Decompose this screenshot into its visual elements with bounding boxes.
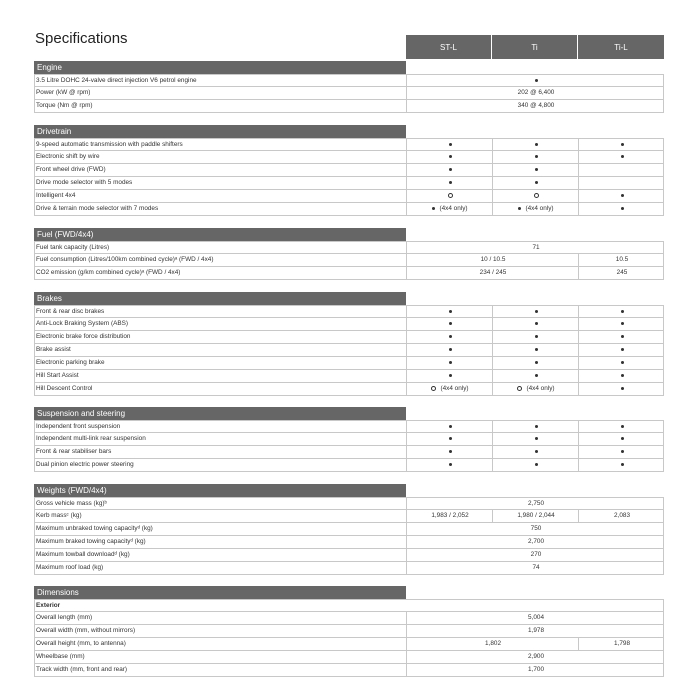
value-cell: [578, 433, 665, 445]
table-row: [34, 664, 664, 677]
optional-circle-icon: [517, 386, 522, 391]
standard-dot-icon: [449, 310, 452, 313]
value-cell: [492, 344, 579, 356]
note-4x4-only: (4x4 only): [526, 385, 555, 392]
section-header-dimensions: Dimensions: [34, 586, 406, 599]
value-cell: 74: [406, 562, 665, 574]
table-row: [34, 638, 664, 651]
row-label: Maximum unbraked towing capacityᵈ (kg): [36, 525, 153, 532]
note-4x4-only: (4x4 only): [525, 205, 554, 212]
table-row: [34, 370, 664, 383]
row-label: Overall height (mm, to antenna): [36, 640, 126, 647]
table-row: [34, 383, 664, 396]
table-row: [34, 562, 664, 575]
value-cell: [406, 370, 493, 382]
standard-dot-icon: [621, 425, 624, 428]
value-cell: 1,980 / 2,044: [492, 510, 579, 522]
table-row: [34, 190, 664, 203]
table-row: [34, 599, 664, 612]
row-label: Torque (Nm @ rpm): [36, 102, 93, 109]
standard-dot-icon: [449, 361, 452, 364]
value-cell: [578, 446, 665, 458]
table-row: [34, 497, 664, 510]
value-cell: [578, 306, 665, 318]
value-cell: [406, 421, 493, 433]
row-label: Front wheel drive (FWD): [36, 166, 106, 173]
value-cell: [492, 331, 579, 343]
value-cell: [406, 446, 493, 458]
row-label: Front & rear stabiliser bars: [36, 448, 112, 455]
value-cell: [578, 421, 665, 433]
standard-dot-icon: [535, 450, 538, 453]
standard-dot-icon: [449, 322, 452, 325]
table-row: [34, 318, 664, 331]
table-row: [34, 510, 664, 523]
row-label: Drive mode selector with 5 modes: [36, 179, 133, 186]
standard-dot-icon: [535, 437, 538, 440]
standard-dot-icon: [621, 361, 624, 364]
column-header-ti-l: Ti-L: [578, 35, 664, 59]
standard-dot-icon: [449, 425, 452, 428]
value-cell: 1,798: [578, 638, 665, 650]
value-cell: 1,983 / 2,052: [406, 510, 493, 522]
value-cell: [406, 151, 493, 163]
standard-dot-icon: [535, 463, 538, 466]
value-cell: 1,802: [406, 638, 579, 650]
table-row: [34, 151, 664, 164]
value-cell: [406, 318, 493, 330]
section-header-drivetrain: Drivetrain: [34, 125, 406, 138]
value-cell: [406, 203, 493, 215]
standard-dot-icon: [621, 310, 624, 313]
row-label: Power (kW @ rpm): [36, 89, 91, 96]
value-cell: 340 @ 4,800: [406, 100, 665, 112]
note-4x4-only: (4x4 only): [439, 205, 468, 212]
subsection-label-exterior: Exterior: [36, 602, 61, 609]
value-cell: [578, 383, 665, 395]
row-label: 3.5 Litre DOHC 24-valve direct injection V6 petrol engine: [36, 77, 197, 84]
table-row: [34, 459, 664, 472]
row-label: Wheelbase (mm): [36, 653, 85, 660]
table-row: [34, 87, 664, 100]
row-label: Brake assist: [36, 346, 71, 353]
value-cell: 1,978: [406, 625, 665, 637]
optional-circle-icon: [431, 386, 436, 391]
row-label: Fuel tank capacity (Litres): [36, 244, 110, 251]
section-header-weights: Weights (FWD/4x4): [34, 484, 406, 497]
table-row: [34, 254, 664, 267]
table-row: [34, 625, 664, 638]
row-label: Front & rear disc brakes: [36, 308, 105, 315]
section-header-fuel: Fuel (FWD/4x4): [34, 228, 406, 241]
value-cell: [578, 164, 665, 176]
value-cell: [492, 446, 579, 458]
table-row: [34, 446, 664, 459]
value-cell: [492, 164, 579, 176]
standard-dot-icon: [621, 194, 624, 197]
value-cell: [578, 151, 665, 163]
table-row: [34, 651, 664, 664]
row-label: Maximum roof load (kg): [36, 564, 104, 571]
row-label: Drive & terrain mode selector with 7 modes: [36, 205, 159, 212]
row-label: Independent front suspension: [36, 423, 121, 430]
value-cell: [492, 383, 579, 395]
value-cell: [406, 383, 493, 395]
value-cell: [578, 331, 665, 343]
value-cell: [406, 190, 493, 202]
standard-dot-icon: [621, 348, 624, 351]
standard-dot-icon: [535, 374, 538, 377]
value-cell: 10 / 10.5: [406, 254, 579, 266]
value-cell: [492, 459, 579, 471]
value-cell: [406, 344, 493, 356]
value-cell: 1,700: [406, 664, 665, 676]
value-cell: [578, 318, 665, 330]
standard-dot-icon: [449, 463, 452, 466]
row-label: Intelligent 4x4: [36, 192, 76, 199]
table-row: [34, 612, 664, 625]
row-label: Hill Descent Control: [36, 385, 93, 392]
value-cell: [492, 203, 579, 215]
value-cell: 245: [578, 267, 665, 279]
value-cell: [492, 318, 579, 330]
value-cell: [406, 139, 493, 151]
value-cell: 2,083: [578, 510, 665, 522]
standard-dot-icon: [535, 361, 538, 364]
value-cell: 750: [406, 523, 665, 535]
value-cell: [492, 433, 579, 445]
row-label: Hill Start Assist: [36, 372, 79, 379]
standard-dot-icon: [621, 155, 624, 158]
standard-dot-icon: [535, 168, 538, 171]
standard-dot-icon: [621, 322, 624, 325]
section-header-engine: Engine: [34, 61, 406, 74]
standard-dot-icon: [535, 143, 538, 146]
optional-circle-icon: [534, 193, 539, 198]
column-header-st-l: ST-L: [406, 35, 491, 59]
column-header-ti: Ti: [492, 35, 577, 59]
table-row: [34, 433, 664, 446]
value-cell: [492, 190, 579, 202]
table-row: [34, 357, 664, 370]
section-header-brakes: Brakes: [34, 292, 406, 305]
row-label: Anti-Lock Braking System (ABS): [36, 320, 128, 327]
value-cell: [578, 370, 665, 382]
standard-dot-icon: [621, 463, 624, 466]
table-row: [34, 305, 664, 318]
table-row: [34, 177, 664, 190]
row-label: CO2 emission (g/km combined cycle)ᵃ (FWD / 4x4): [36, 269, 181, 276]
standard-dot-icon: [449, 155, 452, 158]
value-cell: [492, 306, 579, 318]
table-row: [34, 203, 664, 216]
value-cell: [406, 357, 493, 369]
standard-dot-icon: [621, 143, 624, 146]
row-label: Gross vehicle mass (kg)ᵇ: [36, 500, 107, 507]
value-cell: 10.5: [578, 254, 665, 266]
value-cell: [406, 164, 493, 176]
value-cell: 2,700: [406, 536, 665, 548]
value-cell: [578, 177, 665, 189]
value-cell: [578, 203, 665, 215]
row-label: Electronic brake force distribution: [36, 333, 131, 340]
standard-dot-icon: [535, 181, 538, 184]
value-cell: [492, 151, 579, 163]
row-label: Kerb massᶜ (kg): [36, 512, 82, 519]
standard-dot-icon: [535, 425, 538, 428]
table-row: [34, 164, 664, 177]
standard-dot-icon: [535, 155, 538, 158]
standard-dot-icon: [449, 374, 452, 377]
row-label: Track width (mm, front and rear): [36, 666, 128, 673]
table-row: [34, 74, 664, 87]
value-cell: 234 / 245: [406, 267, 579, 279]
row-label: Electronic parking brake: [36, 359, 105, 366]
section-header-suspension: Suspension and steering: [34, 407, 406, 420]
standard-dot-icon: [449, 348, 452, 351]
table-row: [34, 331, 664, 344]
value-cell: 2,900: [406, 651, 665, 663]
value-cell: [578, 357, 665, 369]
table-row: [34, 100, 664, 113]
value-cell: [492, 177, 579, 189]
standard-dot-icon: [535, 335, 538, 338]
row-label: 9-speed automatic transmission with paddle shifters: [36, 141, 183, 148]
row-label: Overall width (mm, without mirrors): [36, 627, 136, 634]
row-label: Electronic shift by wire: [36, 153, 100, 160]
value-cell: [492, 421, 579, 433]
table-row: [34, 523, 664, 536]
value-cell: [578, 344, 665, 356]
row-label: Maximum braked towing capacityᵈ (kg): [36, 538, 146, 545]
table-row: [34, 549, 664, 562]
value-cell: [406, 331, 493, 343]
optional-circle-icon: [448, 193, 453, 198]
standard-dot-icon: [621, 335, 624, 338]
standard-dot-icon: [432, 207, 435, 210]
standard-dot-icon: [518, 207, 521, 210]
standard-dot-icon: [449, 168, 452, 171]
note-4x4-only: (4x4 only): [440, 385, 469, 392]
standard-dot-icon: [449, 181, 452, 184]
table-row: [34, 267, 664, 280]
value-cell: [492, 357, 579, 369]
standard-dot-icon: [449, 450, 452, 453]
standard-dot-icon: [535, 79, 538, 82]
row-label: Dual pinion electric power steering: [36, 461, 134, 468]
value-cell: [406, 306, 493, 318]
standard-dot-icon: [535, 310, 538, 313]
table-row: [34, 241, 664, 254]
table-row: [34, 138, 664, 151]
standard-dot-icon: [449, 143, 452, 146]
value-cell: [578, 459, 665, 471]
value-cell: [406, 459, 493, 471]
value-cell: [492, 139, 579, 151]
row-label: Maximum towball downloadᵈ (kg): [36, 551, 130, 558]
standard-dot-icon: [535, 348, 538, 351]
standard-dot-icon: [621, 437, 624, 440]
value-cell: [406, 177, 493, 189]
value-cell: 5,004: [406, 612, 665, 624]
value-cell: 2,750: [406, 498, 665, 510]
table-row: [34, 536, 664, 549]
standard-dot-icon: [621, 207, 624, 210]
standard-dot-icon: [621, 450, 624, 453]
row-label: Overall length (mm): [36, 614, 93, 621]
standard-dot-icon: [621, 387, 624, 390]
value-cell: 202 @ 6,400: [406, 87, 665, 99]
row-label: Fuel consumption (Litres/100km combined cycle)ᵃ (FWD / 4x4): [36, 256, 214, 263]
standard-dot-icon: [449, 335, 452, 338]
value-cell: [406, 433, 493, 445]
value-cell: 270: [406, 549, 665, 561]
value-cell: [492, 370, 579, 382]
value-cell: [406, 75, 665, 87]
standard-dot-icon: [535, 322, 538, 325]
standard-dot-icon: [449, 437, 452, 440]
row-label: Independent multi-link rear suspension: [36, 435, 146, 442]
value-cell: 71: [406, 242, 665, 254]
table-row: [34, 344, 664, 357]
page-title: Specifications: [35, 30, 128, 47]
table-row: [34, 420, 664, 433]
standard-dot-icon: [621, 374, 624, 377]
value-cell: [578, 190, 665, 202]
value-cell: [578, 139, 665, 151]
